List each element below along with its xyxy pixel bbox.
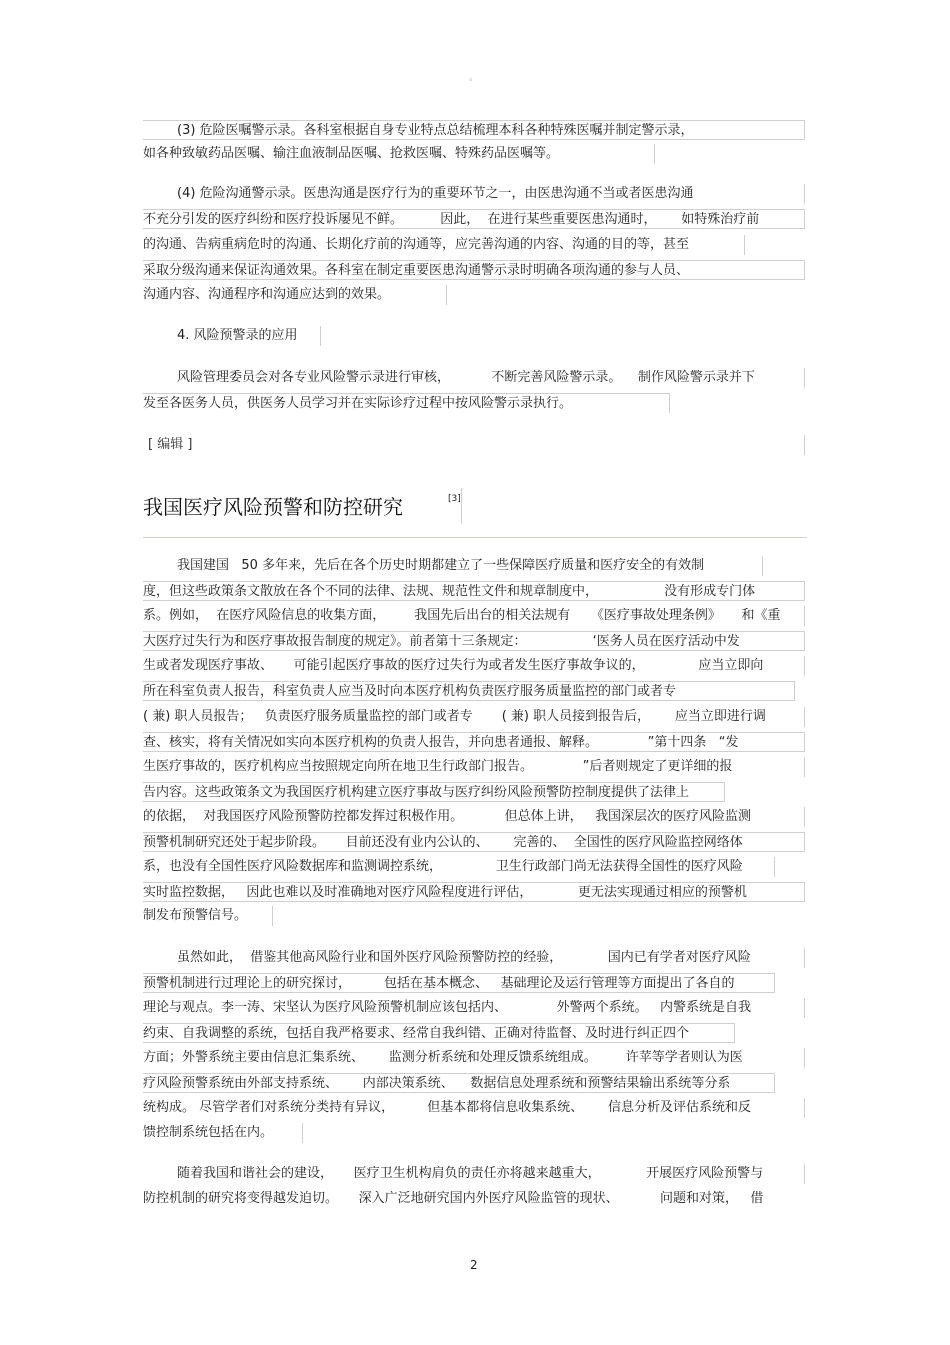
para-line: 生或者发现医疗事故、 可能引起医疗事故的医疗过失行为或者发生医疗事故争议的， 应当立即向 — [143, 656, 805, 676]
edit-link[interactable]: [ 编辑 ] — [143, 435, 805, 455]
para-line: 如各种致敏药品医嘱、输注血液制品医嘱、抢救医嘱、特殊药品医嘱等。 — [143, 144, 655, 164]
para-line: 疗风险预警系统由外部支持系统、 内部决策系统、 数据信息处理系统和预警结果输出系统等分系 — [143, 1073, 775, 1093]
para-line: 的依据， 对我国医疗风险预警防控都发挥过积极作用。 但总体上讲， 我国深层次的医疗风险监测 — [143, 807, 805, 827]
para-line: 度，但这些政策条文散放在各个不同的法律、法规、规范性文件和规章制度中， 没有形成专门体 — [143, 581, 805, 601]
subsection-heading: 4. 风险预警录的应用 — [143, 326, 321, 346]
para-line: 风险管理委员会对各专业风险警示录进行审核， 不断完善风险警示录。 制作风险警示录并下 — [143, 368, 805, 388]
para-line: 生医疗事故的，医疗机构应当按照规定向所在地卫生行政部门报告。 ”后者则规定了更详细的报 — [143, 757, 805, 777]
para-line: 的沟通、告病重病危时的沟通、长期化疗前的沟通等，应完善沟通的内容、沟通的目的等，甚至 — [143, 235, 745, 255]
para-line: 实时监控数据， 因此也难以及时准确地对医疗风险程度进行评估， 更无法实现通过相应的预警机 — [143, 882, 805, 902]
para-line: 大医疗过失行为和医疗事故报告制度的规定》。前者第十三条规定： ‘医务人员在医疗活动中发 — [143, 631, 805, 651]
para-line: 防控机制的研究将变得越发迫切。 深入广泛地研究国内外医疗风险监管的现状、 问题和对策， 借 — [143, 1191, 764, 1206]
para-line: 馈控制系统包括在内。 — [143, 1123, 303, 1143]
citation-ref[interactable]: [3] — [448, 494, 461, 504]
page-number: 2 — [470, 1258, 478, 1272]
para-line: (4) 危险沟通警示录。医患沟通是医疗行为的重要环节之一，由医患沟通不当或者医患沟通 — [143, 184, 805, 204]
para-line: 沟通内容、沟通程序和沟通应达到的效果。 — [143, 285, 447, 305]
para-line: 系。例如， 在医疗风险信息的收集方面， 我国先后出台的相关法规有 《医疗事故处理条例》 和《重 — [143, 606, 805, 626]
para-line: 约束、自我调整的系统，包括自我严格要求、经常自我纠错、正确对待监督、及时进行纠正四个 — [143, 1023, 735, 1043]
para-line: 所在科室负责人报告，科室负责人应当及时向本医疗机构负责医疗服务质量监控的部门或者专 — [143, 681, 795, 701]
para-line: 方面；外警系统主要由信息汇集系统、 监测分析系统和处理反馈系统组成。 许苹等学者则认为医 — [143, 1048, 805, 1068]
section-title: 我国医疗风险预警和防控研究 — [143, 495, 403, 519]
para-line: 制发布预警信号。 — [143, 906, 273, 926]
para-line: ( 兼) 职人员报告； 负责医疗服务质量监控的部门或者专 ( 兼) 职人员接到报告后， 应当立即进行调 — [143, 707, 805, 727]
para-line: 查、核实，将有关情况如实向本医疗机构的负责人报告，并向患者通报、解释。 ”第十四条 “发 — [143, 732, 805, 752]
para-line: 采取分级沟通来保证沟通效果。各科室在制定重要医患沟通警示录时明确各项沟通的参与人员、 — [143, 260, 805, 280]
para-line: 预警机制研究还处于起步阶段。 目前还没有业内公认的、 完善的、 全国性的医疗风险监控网络体 — [143, 832, 805, 852]
para-line: 告内容。这些政策条文为我国医疗机构建立医疗事故与医疗纠纷风险预警防控制度提供了法律上 — [143, 782, 725, 802]
para-line: 随着我国和谐社会的建设， 医疗卫生机构肩负的责任亦将越来越重大， 开展医疗风险预警与 — [143, 1164, 805, 1184]
para-line: 发至各医务人员，供医务人员学习并在实际诊疗过程中按风险警示录执行。 — [143, 393, 670, 413]
para-line: 不充分引发的医疗纠纷和医疗投诉屡见不鲜。 因此， 在进行某些重要医患沟通时， 如特殊治疗前 — [143, 209, 805, 229]
para-line: 统构成。 尽管学者们对系统分类持有异议， 但基本都将信息收集系统、 信息分析及评估系统和反 — [143, 1098, 805, 1118]
header-mark: 。 — [469, 73, 479, 83]
para-line: 我国建国 50 多年来，先后在各个历史时期都建立了一些保障医疗质量和医疗安全的有效制 — [143, 556, 763, 576]
section-divider — [143, 537, 807, 538]
para-line: (3) 危险医嘱警示录。各科室根据自身专业特点总结梳理本科各种特殊医嘱并制定警示录， — [143, 120, 805, 140]
para-line: 预警机制进行过理论上的研究探讨， 包括在基本概念、 基础理论及运行管理等方面提出了各自的 — [143, 973, 775, 993]
para-line: 虽然如此， 借鉴其他高风险行业和国外医疗风险预警防控的经验， 国内已有学者对医疗风险 — [143, 948, 805, 968]
para-line: 理论与观点。李一涛、宋坚认为医疗风险预警机制应该包括内、 外警两个系统。 内警系统是自我 — [143, 998, 805, 1018]
para-line: 系，也没有全国性医疗风险数据库和监测调控系统， 卫生行政部门尚无法获得全国性的医疗风险 — [143, 857, 775, 877]
